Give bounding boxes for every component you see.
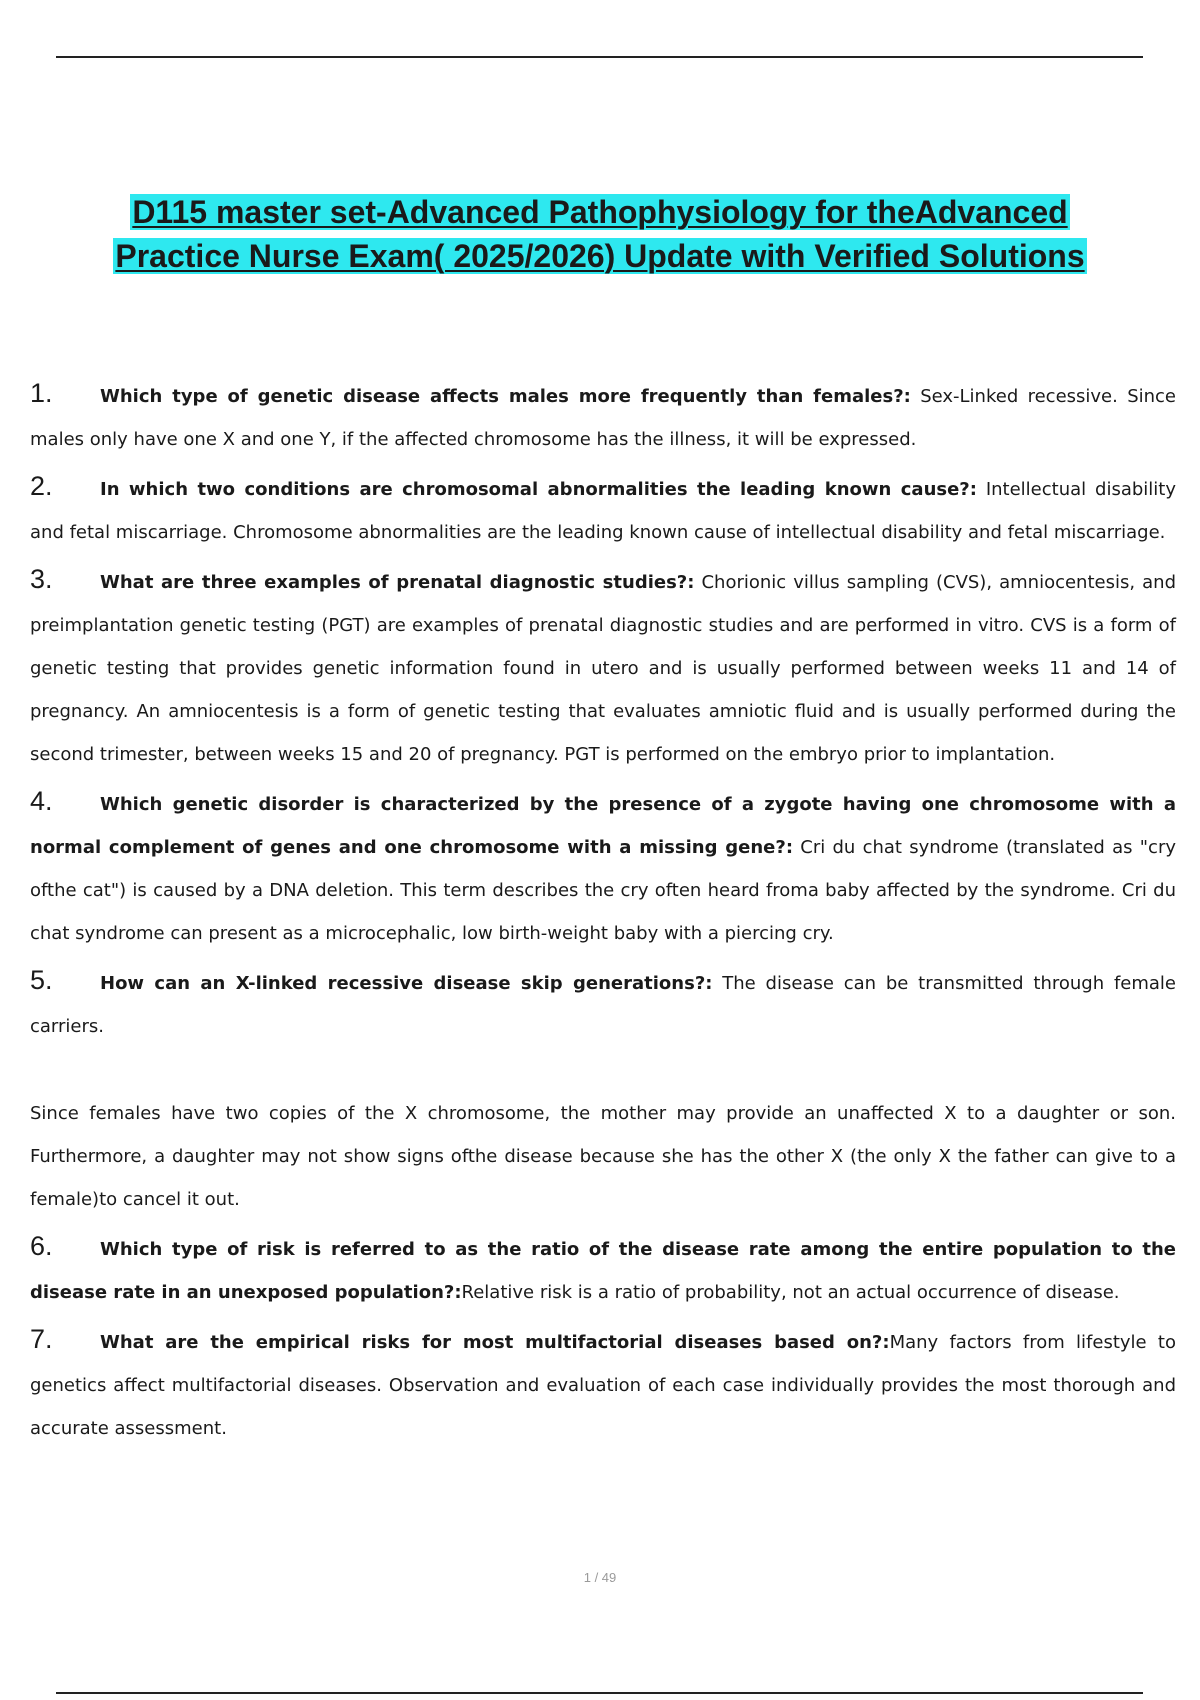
- question-item-5: [30, 959, 1176, 1048]
- explanatory-note: Since females have two copies of the X chromosome, the mother may provide an unaffected X to a daughter or son. Furthermore, a daughter may not show signs ofthe disease because she has the other X (the only X the father can give to a female)to cancel it out.: [30, 1103, 1176, 1210]
- question-list: [30, 372, 1176, 1454]
- document-title: [40, 190, 1160, 278]
- question-item-1: [30, 372, 1176, 461]
- answer-text: Many factors from lifestyle to genetics affect multifactorial diseases. Observation and evaluation of each case individually provides the most thorough and accurate assessment.: [30, 1332, 1176, 1439]
- question-number: 6.: [30, 1231, 53, 1261]
- question-text: What are the empirical risks for most multifactorial diseases based on?:: [100, 1332, 890, 1353]
- answer-text: The disease can be transmitted through female carriers.: [30, 973, 1176, 1037]
- answer-text: Cri du chat syndrome (translated as "cry ofthe cat") is caused by a DNA deletion. This term describes the cry often heard froma baby affected by the syndrome. Cri du chat syndrome can present as a microcephalic, low birth-weight baby with a piercing cry.: [30, 837, 1176, 944]
- question-text: How can an X-linked recessive disease skip generations?:: [100, 973, 713, 994]
- question-text: Which type of genetic disease affects males more frequently than females?:: [100, 386, 911, 407]
- question-text: Which type of risk is referred to as the ratio of the disease rate among the entire population to the disease rate in an unexposed population?:: [30, 1239, 1176, 1303]
- question-number: 4.: [30, 786, 53, 816]
- question-text: Which genetic disorder is characterized by the presence of a zygote having one chromosome with a normal complement of genes and one chromosome with a missing gene?:: [30, 794, 1176, 858]
- answer-text: Sex-Linked recessive. Since males only have one X and one Y, if the affected chromosome has the illness, it will be expressed.: [30, 386, 1177, 450]
- title-line-1: D115 master set-Advanced Pathophysiology for theAdvanced: [132, 194, 1068, 230]
- question-item-7: [30, 1318, 1176, 1450]
- question-text: What are three examples of prenatal diagnostic studies?:: [100, 572, 695, 593]
- question-item-6: [30, 1225, 1176, 1314]
- title-line-2: Practice Nurse Exam( 2025/2026) Update with Verified Solutions: [115, 238, 1085, 274]
- question-item-3: [30, 558, 1176, 776]
- top-rule: [56, 56, 1143, 58]
- answer-text: Relative risk is a ratio of probability, not an actual occurrence of disease.: [461, 1282, 1120, 1303]
- question-item-2: [30, 465, 1176, 554]
- question-number: 5.: [30, 965, 53, 995]
- question-number: 3.: [30, 564, 53, 594]
- bottom-rule: [56, 1692, 1143, 1694]
- answer-text: Chorionic villus sampling (CVS), amniocentesis, and preimplantation genetic testing (PGT) are examples of prenatal diagnostic studies and are performed in vitro. CVS is a form of genetic testing that provides genetic information found in utero and is usually performed between weeks 11 and 14 of pregnancy. An amniocentesis is a form of genetic testing that evaluates amniotic fluid and is usually performed during the second trimester, between weeks 15 and 20 of pregnancy. PGT is performed on the embryo prior to implantation.: [30, 572, 1176, 765]
- page-number: 1 / 49: [583, 1570, 617, 1585]
- answer-text: Intellectual disability and fetal miscarriage. Chromosome abnormalities are the leading known cause of intellectual disability and fetal miscarriage.: [30, 479, 1176, 543]
- question-number: 7.: [30, 1324, 53, 1354]
- question-number: 1.: [30, 378, 53, 408]
- question-text: In which two conditions are chromosomal abnormalities the leading known cause?:: [100, 479, 977, 500]
- question-item-4: [30, 780, 1176, 955]
- question-number: 2.: [30, 471, 53, 501]
